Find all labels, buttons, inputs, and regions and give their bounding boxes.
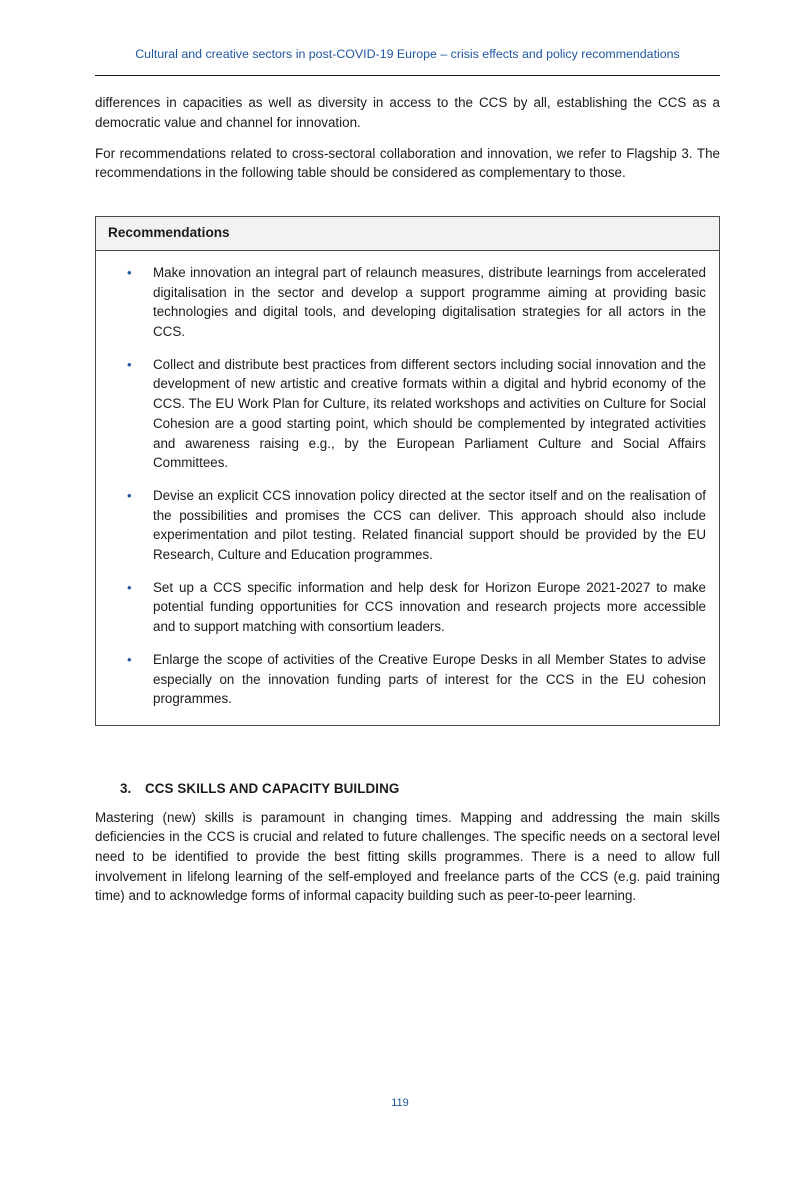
recommendation-text: Devise an explicit CCS innovation policy directed at the sector itself and on the realisation of the possibilities and promises the CCS can deliver. This approach should also include experimentation and pilot testing. Related financial support should be provided by the EU Research, Culture and Education programmes. <box>153 487 706 563</box>
list-item <box>127 650 706 709</box>
page-footer <box>0 1093 800 1111</box>
recommendation-text: Make innovation an integral part of relaunch measures, distribute learnings from accelerated digitalisation in the sector and develop a support programme aiming at providing basic technologies and digital tools, and developing digitalisation strategies for all actors in the CCS. <box>153 264 706 340</box>
recommendation-text: Enlarge the scope of activities of the Creative Europe Desks in all Member States to advise especially on the innovation funding parts of interest for the CCS in the EU cohesion programmes. <box>153 651 706 707</box>
page-number: 119 <box>391 1097 409 1109</box>
recommendations-table <box>95 216 720 726</box>
recommendations-list <box>96 251 719 725</box>
list-item <box>127 263 706 342</box>
section-heading <box>120 779 720 799</box>
list-item <box>127 486 706 565</box>
bullet-icon: • <box>127 264 132 280</box>
bullet-icon: • <box>127 579 132 595</box>
list-item <box>127 578 706 637</box>
section-body-paragraph: Mastering (new) skills is paramount in changing times. Mapping and addressing the main skills deficiencies in the CCS is crucial and related to future challenges. The specific needs on a sectoral level need to be identified to provide the best fitting skills programmes. There is a need to allow full involvement in lifelong learning of the self-employed and freelance parts of the CCS (e.g. paid training time) and to acknowledge forms of informal capacity building such as peer-to-peer learning. <box>95 809 720 904</box>
page-content <box>95 93 720 906</box>
intro-paragraph-2: For recommendations related to cross-sectoral collaboration and innovation, we refer to Flagship 3. The recommendations in the following table should be considered as complementary to those. <box>95 145 720 181</box>
section-number: 3. <box>120 780 132 796</box>
page-header <box>95 46 720 76</box>
intro-paragraph-1: differences in capacities as well as diversity in access to the CCS by all, establishing the CCS as a democratic value and channel for innovation. <box>95 95 720 130</box>
section-title: CCS SKILLS AND CAPACITY BUILDING <box>145 780 400 796</box>
bullet-icon: • <box>127 487 132 503</box>
recommendation-text: Collect and distribute best practices from different sectors including social innovation and the development of new artistic and creative formats within a digital and hybrid economy of the CCS. The EU Work Plan for Culture, its related workshops and activities on Culture for Social Cohesion are a good starting point, which should be complemented by integrated activities and awareness raising e.g., by the European Parliament Culture and Social Affairs Committees. <box>153 356 706 471</box>
list-item <box>127 355 706 473</box>
bullet-icon: • <box>127 651 132 667</box>
bullet-icon: • <box>127 356 132 372</box>
running-header-title: Cultural and creative sectors in post-COVID-19 Europe – crisis effects and policy recommendations <box>135 47 680 61</box>
recommendations-table-header: Recommendations <box>96 217 719 251</box>
document-page <box>0 46 800 1109</box>
recommendation-text: Set up a CCS specific information and help desk for Horizon Europe 2021-2027 to make potential funding opportunities for CCS innovation and research projects more accessible and to support matching with consortium leaders. <box>153 579 706 635</box>
